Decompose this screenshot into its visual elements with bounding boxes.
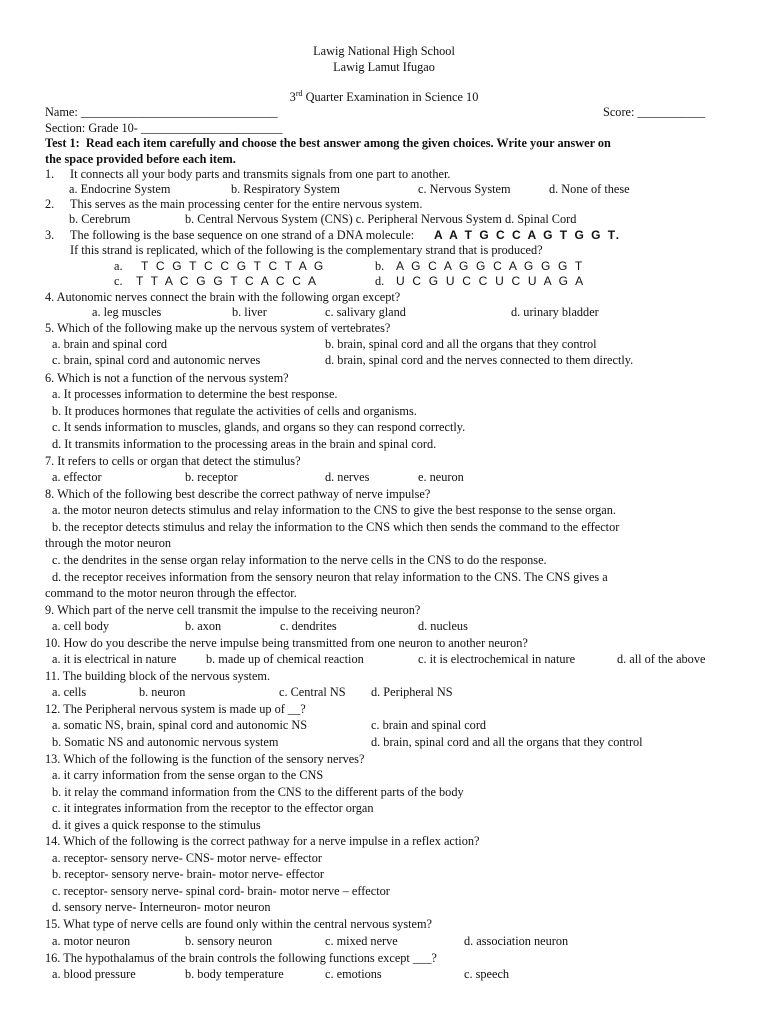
q15-option-d: d. association neuron xyxy=(464,934,569,948)
score-label: Score: xyxy=(603,105,635,119)
q8-option-d: d. the receptor receives information from the sensory neuron that relay information to the CNS. The CNS gives a xyxy=(52,570,608,584)
q2-option-b: b. Central Nervous System (CNS) c. Peripheral Nervous System d. Spinal Cord xyxy=(185,212,577,226)
section-line: _______________________ xyxy=(140,121,283,135)
q2-number: 2. xyxy=(45,197,55,211)
test1-instruction-line2: the space provided before each item. xyxy=(45,152,236,166)
q16-option-d: c. speech xyxy=(464,967,510,981)
q11-text: 11. The building block of the nervous system. xyxy=(45,669,271,683)
name-field[interactable] xyxy=(45,104,278,120)
q7-text: 7. It refers to cells or organ that detect the stimulus? xyxy=(45,454,301,468)
q16-option-a: a. blood pressure xyxy=(52,967,136,981)
q3-option-a-label: a. xyxy=(114,259,123,273)
q7-option-a: a. effector xyxy=(52,470,102,484)
q1-text: It connects all your body parts and transmits signals from one part to another. xyxy=(70,167,451,181)
q5-text: 5. Which of the following make up the nervous system of vertebrates? xyxy=(45,321,391,335)
q9-option-a: a. cell body xyxy=(52,619,110,633)
q6-option-b: b. It produces hormones that regulate the activities of cells and organisms. xyxy=(52,404,417,418)
q1-option-b: b. Respiratory System xyxy=(231,182,340,196)
q8-option-b: b. the receptor detects stimulus and relay the information to the CNS which then sends the command to the effector xyxy=(52,520,620,534)
q1-option-d: d. None of these xyxy=(549,182,630,196)
q14-option-a: a. receptor- sensory nerve- CNS- motor nerve- effector xyxy=(52,851,322,865)
q7-option-d: e. neuron xyxy=(418,470,464,484)
q3-option-c: T T A C G G T C A C C A xyxy=(136,274,319,288)
name-line: ________________________________ xyxy=(80,105,278,119)
q3-number: 3. xyxy=(45,228,55,242)
test1-instruction xyxy=(45,135,611,151)
score-line: ___________ xyxy=(637,105,706,119)
q4-text: 4. Autonomic nerves connect the brain with the following organ except? xyxy=(45,290,401,304)
q14-option-d: d. sensory nerve- Interneuron- motor neuron xyxy=(52,900,271,914)
q16-text: 16. The hypothalamus of the brain controls the following functions except ___? xyxy=(45,951,437,965)
name-label: Name: xyxy=(45,105,78,119)
q9-text: 9. Which part of the nerve cell transmit the impulse to the receiving neuron? xyxy=(45,603,421,617)
test1-instruction-line1: Read each item carefully and choose the best answer among the given choices. Write your answer on xyxy=(85,136,611,150)
q7-option-b: b. receptor xyxy=(185,470,238,484)
q8-text: 8. Which of the following best describe the correct pathway of nerve impulse? xyxy=(45,487,431,501)
q4-option-a: a. leg muscles xyxy=(92,305,162,319)
q12-option-c: b. Somatic NS and autonomic nervous system xyxy=(52,735,279,749)
q12-text: 12. The Peripheral nervous system is made up of __? xyxy=(45,702,306,716)
q10-text: 10. How do you describe the nerve impulse being transmitted from one neuron to another neuron? xyxy=(45,636,528,650)
q8-option-c: c. the dendrites in the sense organ relay information to the nerve cells in the CNS to do the response. xyxy=(52,553,547,567)
q13-option-b: b. it relay the command information from the CNS to the different parts of the body xyxy=(52,785,464,799)
q3-dna-sequence: A A T G C C A G T G G T. xyxy=(434,228,622,242)
q4-option-b: b. liver xyxy=(232,305,267,319)
q1-number: 1. xyxy=(45,167,55,181)
q4-option-d: d. urinary bladder xyxy=(511,305,599,319)
exam-title-text: Quarter Examination in Science 10 xyxy=(305,90,479,104)
q15-option-b: b. sensory neuron xyxy=(185,934,273,948)
q14-option-c: c. receptor- sensory nerve- spinal cord- brain- motor nerve – effector xyxy=(52,884,390,898)
q3-option-a: T C G T C C G T C T A G xyxy=(141,259,326,273)
q13-option-c: c. it integrates information from the receptor to the effector organ xyxy=(52,801,374,815)
q8-option-a: a. the motor neuron detects stimulus and relay information to the CNS to give the best response to the sense organ. xyxy=(52,503,616,517)
q13-text: 13. Which of the following is the function of the sensory nerves? xyxy=(45,752,365,766)
section-label: Section: Grade 10- xyxy=(45,121,138,135)
q3-option-c-label: c. xyxy=(114,274,123,288)
q6-option-c: c. It sends information to muscles, glands, and organs so they can respond correctly. xyxy=(52,420,466,434)
q10-option-b: b. made up of chemical reaction xyxy=(206,652,364,666)
score-field[interactable] xyxy=(603,104,705,120)
q15-text: 15. What type of nerve cells are found only within the central nervous system? xyxy=(45,917,433,931)
q5-option-a: a. brain and spinal cord xyxy=(52,337,168,351)
q2-text: This serves as the main processing center for the entire nervous system. xyxy=(70,197,423,211)
q6-option-d: d. It transmits information to the processing areas in the brain and spinal cord. xyxy=(52,437,437,451)
q9-option-b: b. axon xyxy=(185,619,222,633)
q2-option-a: b. Cerebrum xyxy=(69,212,131,226)
q14-text: 14. Which of the following is the correct pathway for a nerve impulse in a reflex action? xyxy=(45,834,480,848)
test1-title: Test 1: xyxy=(45,136,80,150)
exam-ordinal-suffix: rd xyxy=(295,88,303,98)
q12-option-a: a. somatic NS, brain, spinal cord and autonomic NS xyxy=(52,718,308,732)
school-name: Lawig National High School xyxy=(313,44,455,58)
q9-option-c: c. dendrites xyxy=(280,619,337,633)
q13-option-d: d. it gives a quick response to the stimulus xyxy=(52,818,261,832)
q12-option-b: c. brain and spinal cord xyxy=(371,718,487,732)
q7-option-c: d. nerves xyxy=(325,470,370,484)
exam-title xyxy=(0,89,768,105)
q10-option-c: c. it is electrochemical in nature xyxy=(418,652,576,666)
q5-option-c: c. brain, spinal cord and autonomic nerves xyxy=(52,353,261,367)
q3-option-d-label: d. xyxy=(375,274,385,288)
q3-text2: If this strand is replicated, which of the following is the complementary strand that is produced? xyxy=(70,243,543,257)
q9-option-d: d. nucleus xyxy=(418,619,468,633)
q11-option-a: a. cells xyxy=(52,685,87,699)
q1-option-c: c. Nervous System xyxy=(418,182,511,196)
q16-option-c: c. emotions xyxy=(325,967,382,981)
q12-option-d: d. brain, spinal cord and all the organs that they control xyxy=(371,735,643,749)
q13-option-a: a. it carry information from the sense organ to the CNS xyxy=(52,768,324,782)
section-field[interactable] xyxy=(45,120,282,136)
q6-text: 6. Which is not a function of the nervous system? xyxy=(45,371,289,385)
q11-option-d: d. Peripheral NS xyxy=(371,685,453,699)
q5-option-d: d. brain, spinal cord and the nerves connected to them directly. xyxy=(325,353,634,367)
q11-option-b: b. neuron xyxy=(139,685,186,699)
exam-ordinal: 3 xyxy=(289,90,296,104)
q3-option-b: A G C A G G C A G G G T xyxy=(396,259,585,273)
q3-option-b-label: b. xyxy=(375,259,385,273)
q10-option-d: d. all of the above xyxy=(617,652,706,666)
school-address: Lawig Lamut Ifugao xyxy=(333,60,435,74)
q16-option-b: b. body temperature xyxy=(185,967,284,981)
q8-option-b-cont: through the motor neuron xyxy=(45,536,172,550)
q10-option-a: a. it is electrical in nature xyxy=(52,652,177,666)
q15-option-c: c. mixed nerve xyxy=(325,934,398,948)
q3-text: The following is the base sequence on one strand of a DNA molecule: xyxy=(70,228,415,242)
q5-option-b: b. brain, spinal cord and all the organs that they control xyxy=(325,337,597,351)
q3-option-d: U C G U C C U C U A G A xyxy=(396,274,586,288)
q11-option-c: c. Central NS xyxy=(279,685,346,699)
q6-option-a: a. It processes information to determine the best response. xyxy=(52,387,338,401)
q4-option-c: c. salivary gland xyxy=(325,305,406,319)
q1-option-a: a. Endocrine System xyxy=(69,182,171,196)
q15-option-a: a. motor neuron xyxy=(52,934,131,948)
q8-option-d-cont: command to the motor neuron through the effector. xyxy=(45,586,297,600)
q14-option-b: b. receptor- sensory nerve- brain- motor nerve- effector xyxy=(52,867,324,881)
